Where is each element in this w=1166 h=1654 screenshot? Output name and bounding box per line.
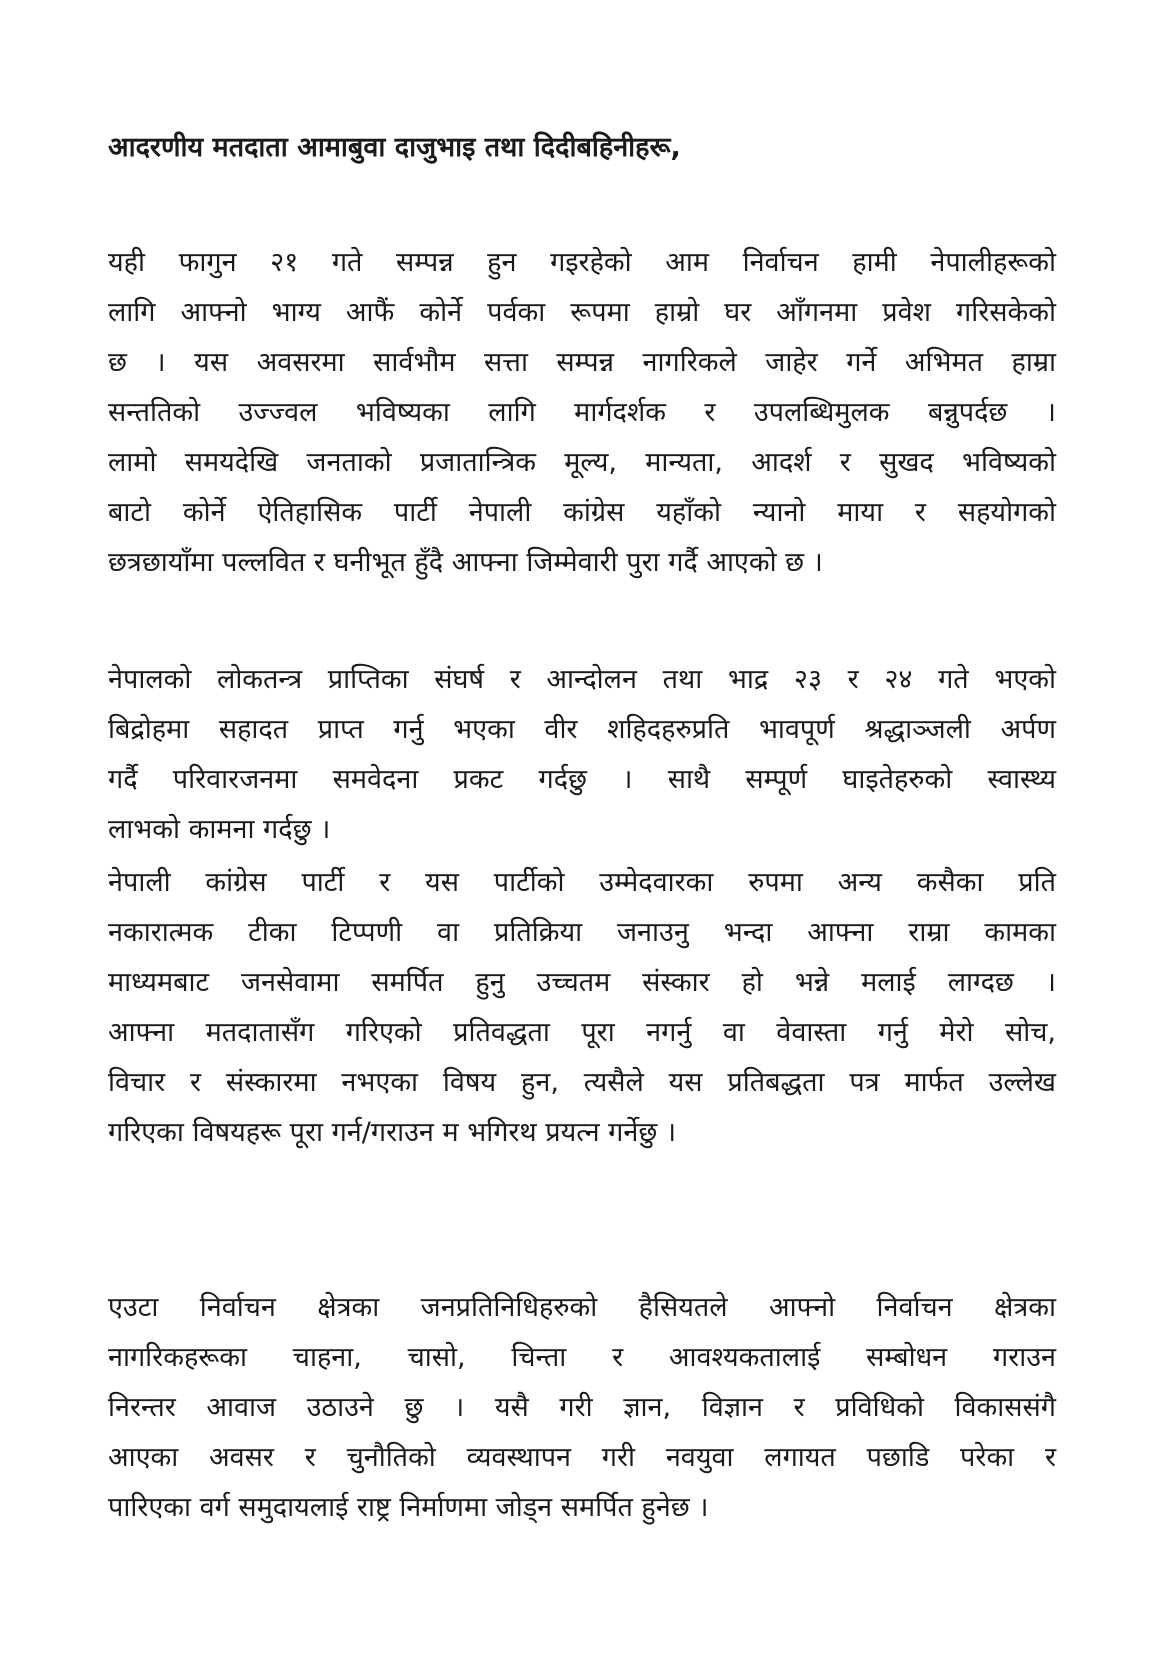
paragraph-line: सन्ततिको उज्ज्वल भविष्यका लागि मार्गदर्शक र उपलब्धिमुलक बन्नुपर्दछ । (108, 397, 1056, 428)
paragraph-line: नेपाली कांग्रेस पार्टी र यस पार्टीको उम्मेदवारका रुपमा अन्य कसैका प्रति (108, 867, 1056, 898)
paragraph-line: नागरिकहरूका चाहना, चासो, चिन्ता र आवश्यकतालाई सम्बोधन गराउन (108, 1342, 1056, 1373)
paragraph-line: लागि आफ्नो भाग्य आफैं कोर्ने पर्वका रूपमा हाम्रो घर आँगनमा प्रवेश गरिसकेको (108, 297, 1056, 328)
paragraph-election-intro (108, 238, 1056, 588)
paragraph-line: निरन्तर आवाज उठाउने छु । यसै गरी ज्ञान, विज्ञान र प्रविधिको विकाससंगै (108, 1392, 1056, 1423)
paragraph-line: विचार र संस्कारमा नभएका विषय हुन, त्यसैले यस प्रतिबद्धता पत्र मार्फत उल्लेख (108, 1067, 1056, 1098)
paragraph-representation (108, 1283, 1056, 1533)
paragraph-line: पारिएका वर्ग समुदायलाई राष्ट्र निर्माणमा जोड्न समर्पित हुनेछ । (108, 1492, 709, 1523)
paragraph-line: गरिएका विषयहरू पूरा गर्न/गराउन म भगिरथ प्रयत्न गर्नेछु । (108, 1117, 677, 1148)
salutation-heading: आदरणीय मतदाता आमाबुवा दाजुभाइ तथा दिदीबहिनीहरू, (108, 132, 681, 163)
paragraph-line: आएका अवसर र चुनौतिको व्यवस्थापन गरी नवयुवा लगायत पछाडि परेका र (108, 1442, 1056, 1473)
paragraph-line: लाभको कामना गर्दछु । (108, 814, 331, 845)
paragraph-line: आफ्ना मतदातासँग गरिएको प्रतिवद्धता पूरा नगर्नु वा वेवास्ता गर्नु मेरो सोच, (108, 1017, 1056, 1048)
paragraph-line: छत्रछायाँमा पल्लवित र घनीभूत हुँदै आफ्ना जिम्मेवारी पुरा गर्दै आएको छ । (108, 547, 823, 578)
paragraph-tribute (108, 655, 1056, 855)
paragraph-line: नकारात्मक टीका टिप्पणी वा प्रतिक्रिया जनाउनु भन्दा आफ्ना राम्रा कामका (108, 917, 1056, 948)
paragraph-commitment (108, 858, 1056, 1158)
paragraph-line: नेपालको लोकतन्त्र प्राप्तिका संघर्ष र आन्दोलन तथा भाद्र २३ र २४ गते भएको (108, 664, 1056, 695)
paragraph-line: माध्यमबाट जनसेवामा समर्पित हुनु उच्चतम संस्कार हो भन्ने मलाई लाग्दछ । (108, 967, 1056, 998)
paragraph-line: बाटो कोर्ने ऐतिहासिक पार्टी नेपाली कांग्रेस यहाँको न्यानो माया र सहयोगको (108, 497, 1056, 528)
paragraph-line: छ । यस अवसरमा सार्वभौम सत्ता सम्पन्न नागरिकले जाहेर गर्ने अभिमत हाम्रा (108, 347, 1056, 378)
paragraph-line: एउटा निर्वाचन क्षेत्रका जनप्रतिनिधिहरुको हैसियतले आफ्नो निर्वाचन क्षेत्रका (108, 1292, 1056, 1323)
paragraph-line: यही फागुन २१ गते सम्पन्न हुन गइरहेको आम निर्वाचन हामी नेपालीहरूको (108, 247, 1056, 278)
paragraph-line: बिद्रोहमा सहादत प्राप्त गर्नु भएका वीर शहिदहरुप्रति भावपूर्ण श्रद्धाञ्जली अर्पण (108, 714, 1056, 745)
paragraph-line: लामो समयदेखि जनताको प्रजातान्त्रिक मूल्य, मान्यता, आदर्श र सुखद भविष्यको (108, 447, 1056, 478)
paragraph-line: गर्दै परिवारजनमा समवेदना प्रकट गर्दछु । साथै सम्पूर्ण घाइतेहरुको स्वास्थ्य (108, 764, 1056, 795)
